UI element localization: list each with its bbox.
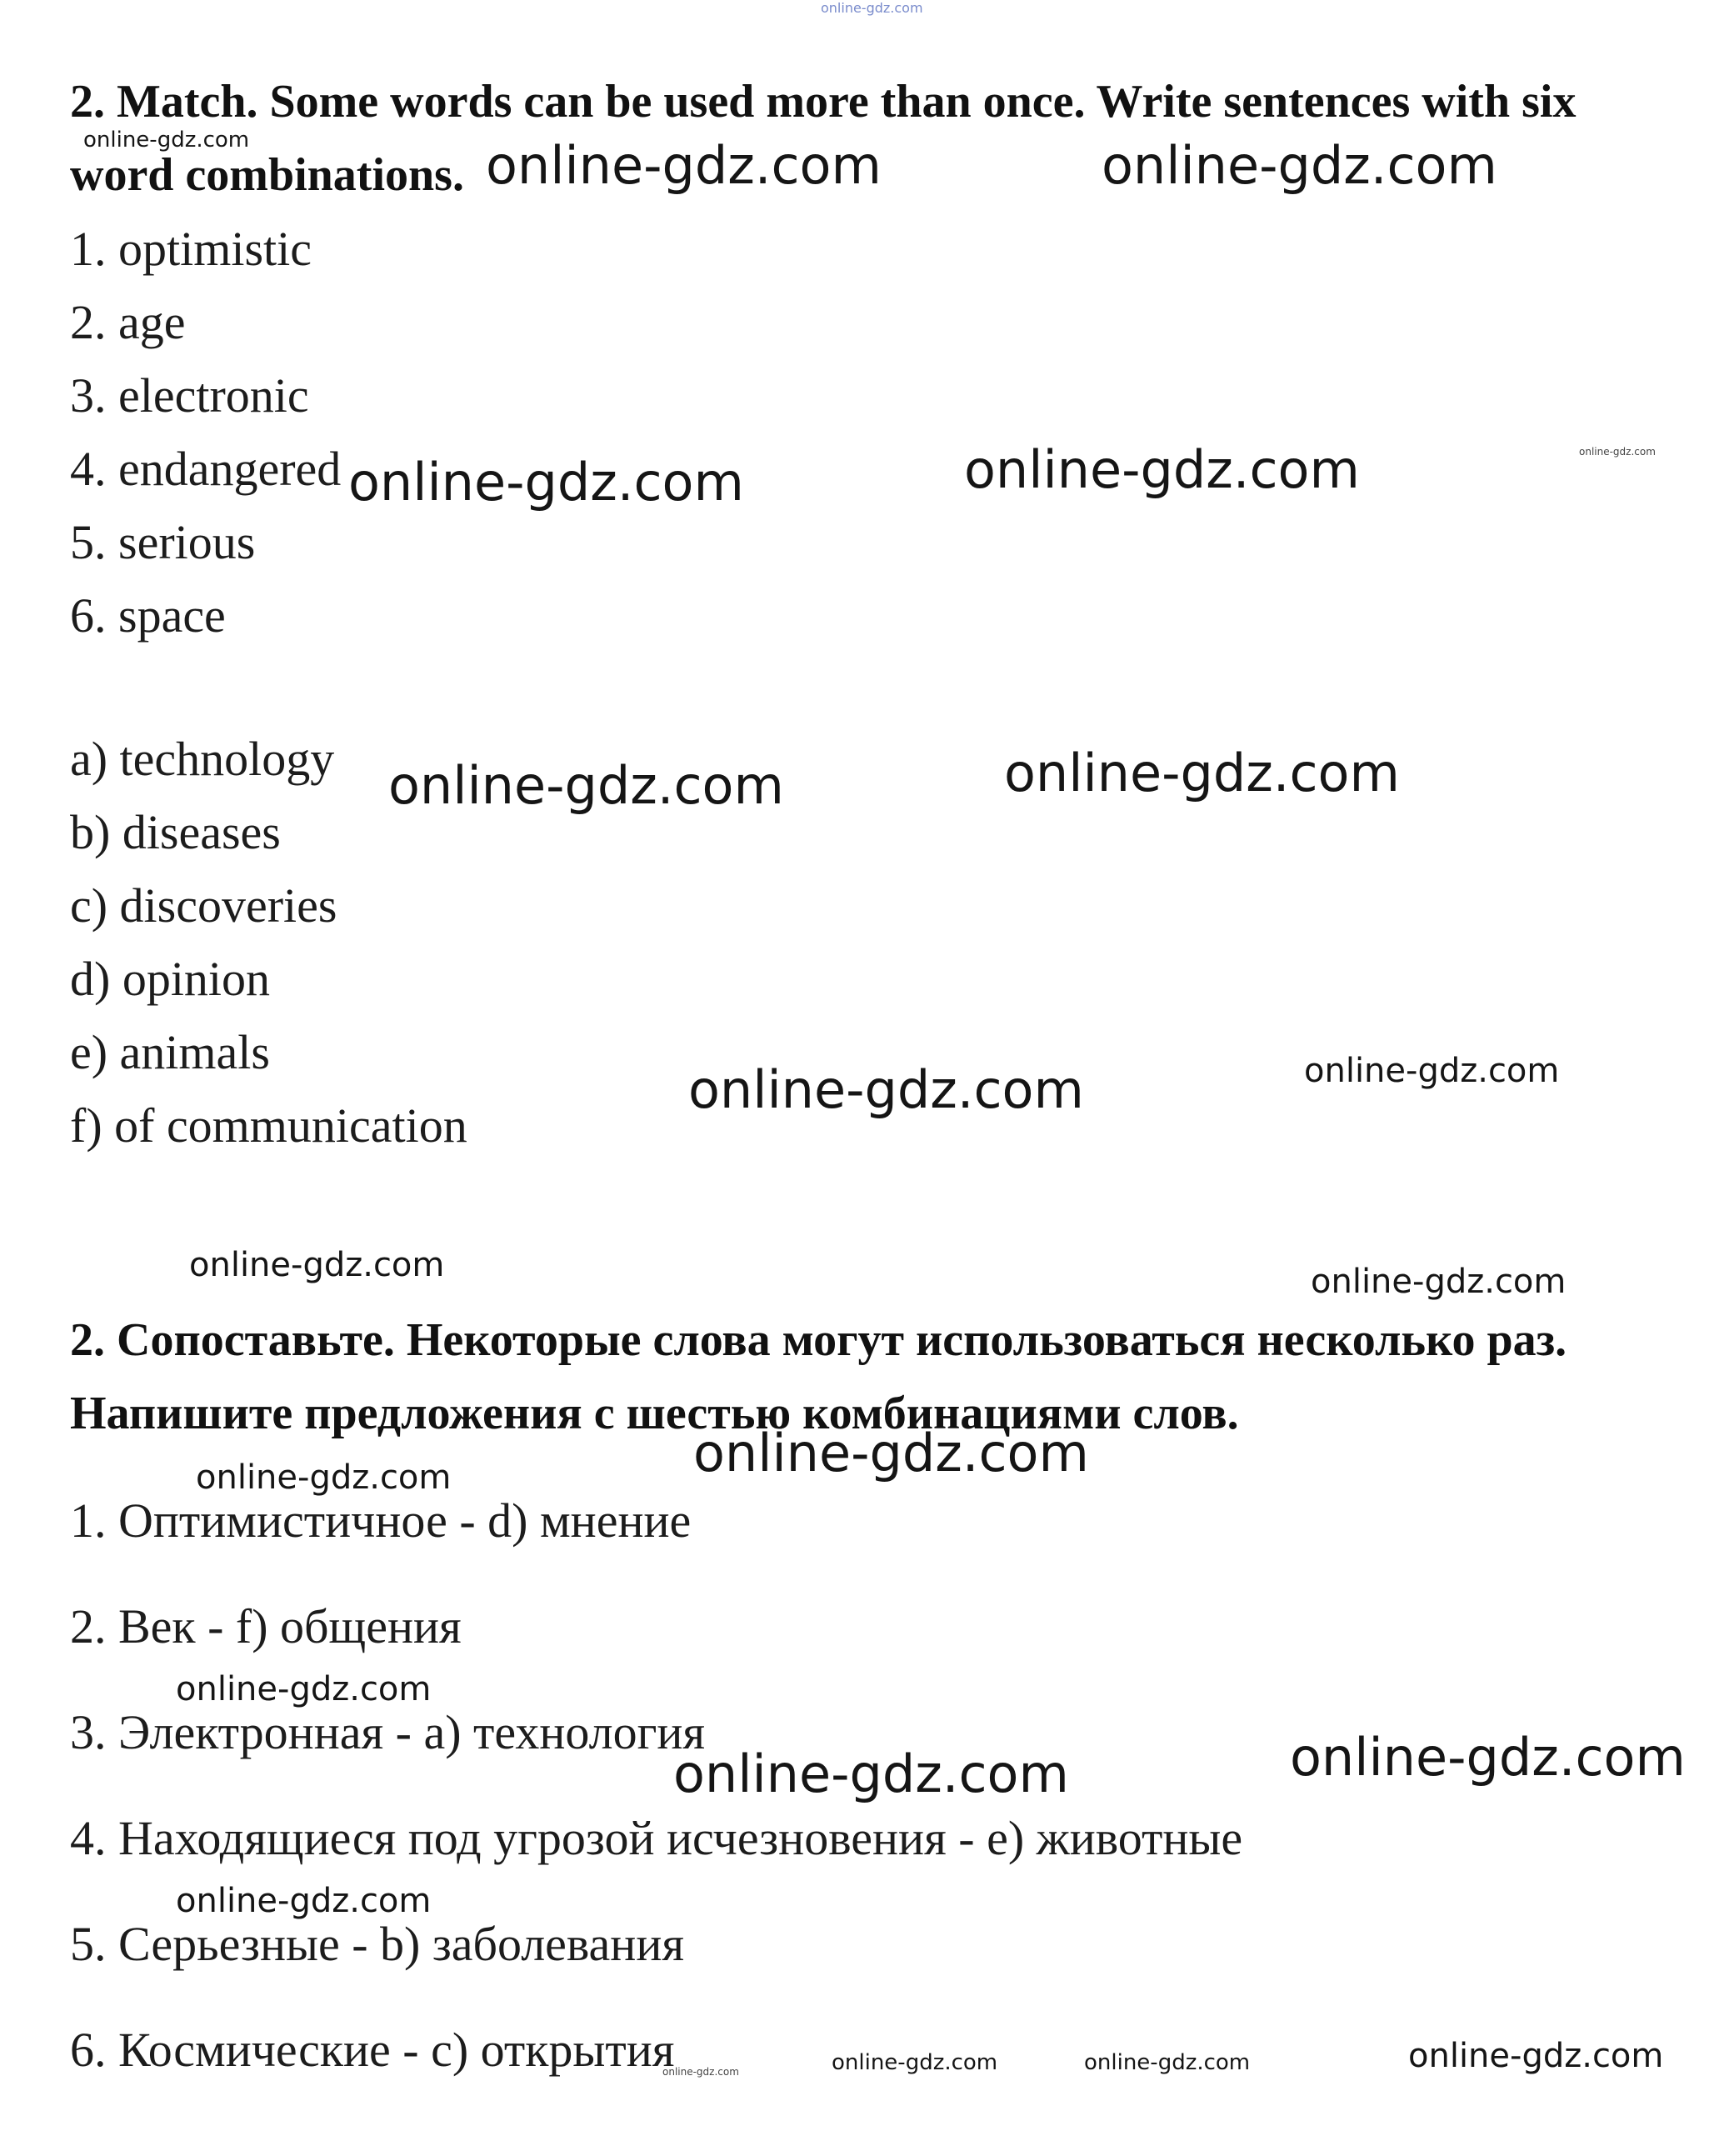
list-item: 6. space (70, 588, 226, 643)
list-item: 3. Электронная - a) технология (70, 1705, 706, 1759)
watermark: online-gdz.com (1004, 743, 1400, 803)
watermark: online-gdz.com (1102, 135, 1497, 196)
exercise-title-en: 2. Match. Some words can be used more than once. Write sentences with six word combinations. (70, 76, 1577, 201)
list-item: b) diseases (70, 805, 281, 859)
watermark: online-gdz.com (673, 1743, 1069, 1804)
watermark: online-gdz.com (486, 135, 882, 196)
list-item: 5. serious (70, 515, 256, 569)
list-item: 4. Находящиеся под угрозой исчезновения - e) животные (70, 1811, 1243, 1865)
watermark: online-gdz.com (662, 2066, 739, 2078)
watermark: online-gdz.com (388, 755, 784, 816)
list-item: 5. Серьезные - b) заболевания (70, 1917, 685, 1971)
watermark: online-gdz.com (693, 1423, 1089, 1483)
list-item: d) opinion (70, 952, 271, 1006)
watermark: online-gdz.com (1408, 2037, 1664, 2075)
watermark: online-gdz.com (1304, 1052, 1560, 1090)
list-item: 3. electronic (70, 368, 309, 423)
list-item: 1. optimistic (70, 222, 312, 276)
list-item: 4. endangered (70, 442, 342, 496)
watermark: online-gdz.com (1084, 2050, 1251, 2075)
watermark: online-gdz.com (1311, 1263, 1567, 1301)
watermark: online-gdz.com (348, 452, 744, 513)
watermark: online-gdz.com (821, 0, 923, 16)
watermark: online-gdz.com (688, 1059, 1084, 1120)
list-item: 2. age (70, 295, 186, 349)
list-item: e) animals (70, 1025, 270, 1079)
watermark: online-gdz.com (176, 1670, 432, 1708)
watermark: online-gdz.com (83, 128, 250, 153)
list-item: f) of communication (70, 1098, 467, 1153)
watermark: online-gdz.com (176, 1882, 432, 1920)
watermark: online-gdz.com (189, 1246, 445, 1284)
list-item: 6. Космические - c) открытия (70, 2023, 675, 2077)
list-item: a) technology (70, 732, 335, 786)
watermark: online-gdz.com (832, 2050, 998, 2075)
watermark: online-gdz.com (1579, 446, 1656, 458)
exercise-title-ru: 2. Сопоставьте. Некоторые слова могут использоваться несколько раз. Напишите предложения с шестью комбинациями слов. (70, 1314, 1567, 1439)
watermark: online-gdz.com (1290, 1727, 1686, 1788)
list-item: c) discoveries (70, 878, 337, 933)
watermark: online-gdz.com (964, 439, 1360, 500)
list-item: 2. Век - f) общения (70, 1599, 462, 1653)
word-list (70, 213, 341, 653)
list-item: 1. Оптимистичное - d) мнение (70, 1493, 692, 1548)
watermark: online-gdz.com (196, 1458, 452, 1497)
